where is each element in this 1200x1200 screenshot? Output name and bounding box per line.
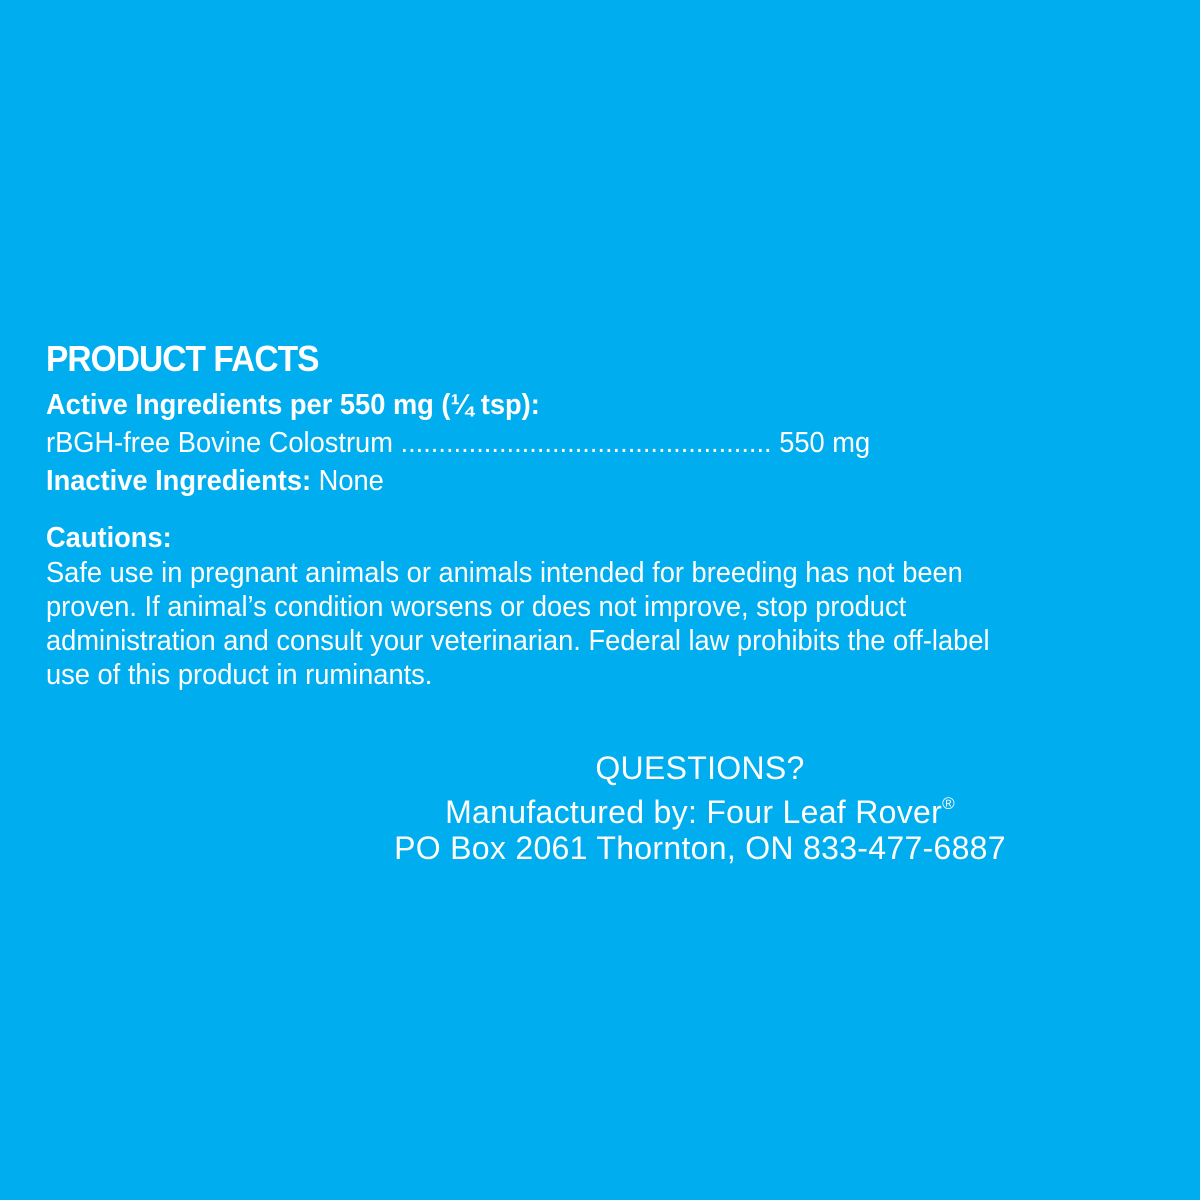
cautions-line: proven. If animal’s condition worsens or does not improve, stop product bbox=[46, 591, 907, 623]
active-ingredient-row bbox=[46, 424, 1118, 462]
cautions-text bbox=[46, 556, 1165, 692]
registered-mark: ® bbox=[942, 794, 955, 813]
product-facts-panel bbox=[46, 336, 1186, 692]
inactive-ingredients-label: Inactive Ingredients: bbox=[46, 465, 312, 497]
inactive-ingredients-value: None bbox=[318, 465, 384, 497]
manufacturer-text: Manufactured by: Four Leaf Rover bbox=[445, 794, 943, 830]
manufacturer-line bbox=[300, 786, 1100, 830]
product-facts-title: PRODUCT FACTS bbox=[46, 338, 319, 379]
address-line: PO Box 2061 Thornton, ON 833-477-6887 bbox=[394, 830, 1006, 866]
cautions-heading: Cautions: bbox=[46, 522, 172, 554]
cautions-line: Safe use in pregnant animals or animals intended for breeding has not been bbox=[46, 557, 963, 589]
leader-dots: ................................................. bbox=[400, 427, 772, 459]
questions-heading: QUESTIONS? bbox=[595, 750, 805, 786]
active-ingredients-label: Active Ingredients per 550 mg (¼ tsp): bbox=[46, 389, 540, 421]
inactive-ingredients-row bbox=[46, 462, 1118, 500]
cautions-line: administration and consult your veterinarian. Federal law prohibits the off-label bbox=[46, 625, 990, 657]
active-ingredient-name: rBGH-free Bovine Colostrum bbox=[46, 427, 393, 459]
cautions-line: use of this product in ruminants. bbox=[46, 659, 433, 691]
contact-block bbox=[300, 750, 1100, 866]
active-ingredient-amount: 550 mg bbox=[779, 427, 871, 459]
